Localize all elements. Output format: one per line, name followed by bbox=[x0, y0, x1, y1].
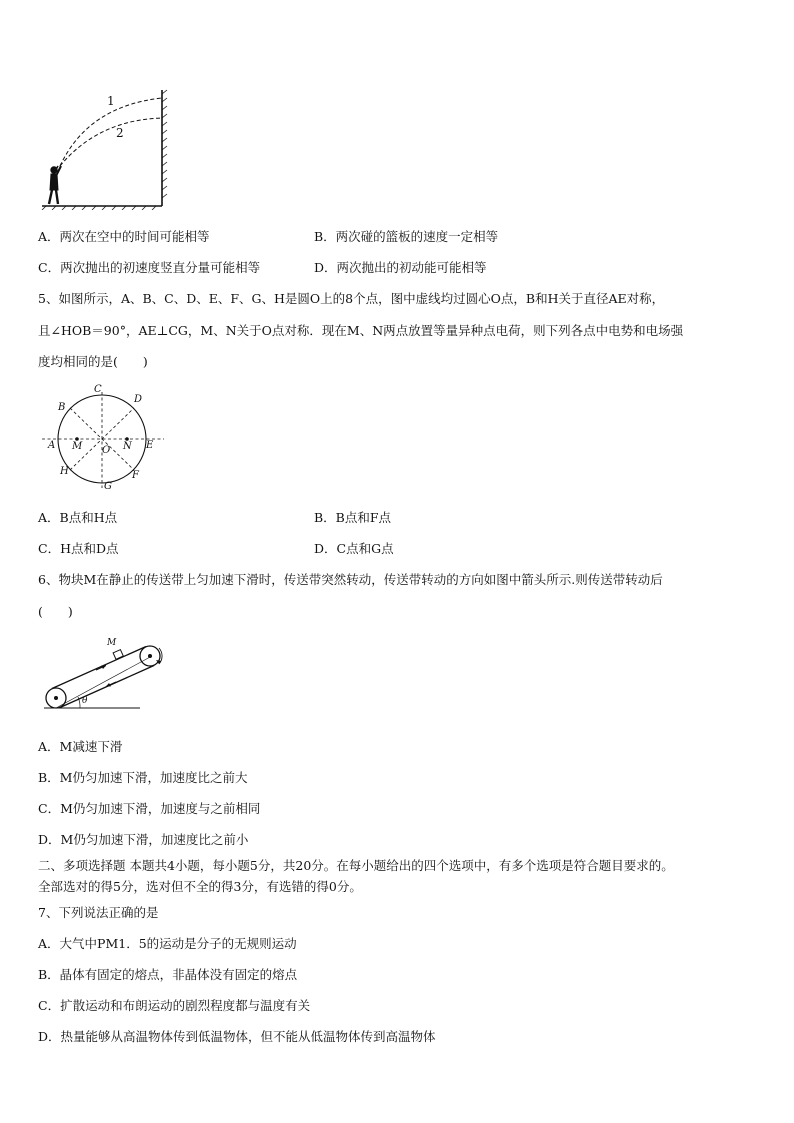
q5-stem-line-1: 5、如图所示，A、B、C、D、E、F、G、H是圆O上的8个点，图中虚线均过圆心O点，B和H关于直径AE对称， bbox=[38, 291, 665, 306]
point-a-label: A bbox=[48, 440, 56, 451]
q7-option-b: B．晶体有固定的熔点，非晶体没有固定的熔点 bbox=[38, 967, 298, 982]
trajectory-2-label: 2 bbox=[116, 126, 124, 140]
q5-option-c: C．H点和D点 bbox=[38, 541, 119, 556]
q4-figure bbox=[38, 86, 172, 210]
q7-stem: 7、下列说法正确的是 bbox=[38, 905, 159, 920]
point-c-label: C bbox=[94, 384, 102, 395]
point-m-label: M bbox=[72, 441, 83, 452]
point-n-label: N bbox=[123, 441, 132, 452]
point-o-label: O bbox=[102, 445, 111, 456]
q7-option-a: A．大气中PM1．5的运动是分子的无规则运动 bbox=[38, 936, 297, 951]
section-2-heading-line-2: 全部选对的得5分，选对但不全的得3分，有选错的得0分。 bbox=[38, 879, 362, 894]
q5-figure bbox=[40, 384, 166, 494]
q6-stem-line-2: ( ) bbox=[38, 604, 73, 619]
q6-option-a: A．M减速下滑 bbox=[38, 739, 123, 754]
q4-option-b: B．两次碰的篮板的速度一定相等 bbox=[314, 229, 499, 244]
point-f-label: F bbox=[132, 470, 139, 481]
point-h-label: H bbox=[60, 466, 69, 477]
q5-option-b: B．B点和F点 bbox=[314, 510, 392, 525]
q6-option-c: C．M仍匀加速下滑，加速度与之前相同 bbox=[38, 801, 261, 816]
q6-option-b: B．M仍匀加速下滑，加速度比之前大 bbox=[38, 770, 248, 785]
q6-figure bbox=[40, 636, 170, 712]
q4-option-a: A．两次在空中的时间可能相等 bbox=[38, 229, 210, 244]
point-d-label: D bbox=[134, 394, 143, 405]
point-b-label: B bbox=[58, 402, 66, 413]
q7-option-c: C．扩散运动和布朗运动的剧烈程度都与温度有关 bbox=[38, 998, 311, 1013]
q5-option-d: D．C点和G点 bbox=[314, 541, 394, 556]
q5-option-a: A．B点和H点 bbox=[38, 510, 118, 525]
q4-option-d: D．两次抛出的初动能可能相等 bbox=[314, 260, 487, 275]
section-2-heading-line-1: 二、多项选择题 本题共4小题，每小题5分，共20分。在每小题给出的四个选项中，有多个选项是符合题目要求的。 bbox=[38, 858, 674, 873]
block-m-label: M bbox=[107, 638, 117, 648]
point-g-label: G bbox=[104, 481, 112, 492]
point-e-label: E bbox=[146, 440, 154, 451]
q5-stem-line-3: 度均相同的是( ) bbox=[38, 354, 148, 369]
trajectory-1-label: 1 bbox=[107, 94, 115, 108]
q6-stem-line-1: 6、物块M在静止的传送带上匀加速下滑时，传送带突然转动，传送带转动的方向如图中箭头所示.则传送带转动后 bbox=[38, 572, 663, 587]
angle-theta-label: θ bbox=[82, 696, 88, 706]
q4-option-c: C．两次抛出的初速度竖直分量可能相等 bbox=[38, 260, 261, 275]
q5-stem-line-2: 且∠HOB＝90°，AE⊥CG，M、N关于O点对称．现在M、N两点放置等量异种点电荷，则下列各点中电势和电场强 bbox=[38, 323, 684, 338]
q7-option-d: D．热量能够从高温物体传到低温物体，但不能从低温物体传到高温物体 bbox=[38, 1029, 436, 1044]
q6-option-d: D．M仍匀加速下滑，加速度比之前小 bbox=[38, 832, 249, 847]
